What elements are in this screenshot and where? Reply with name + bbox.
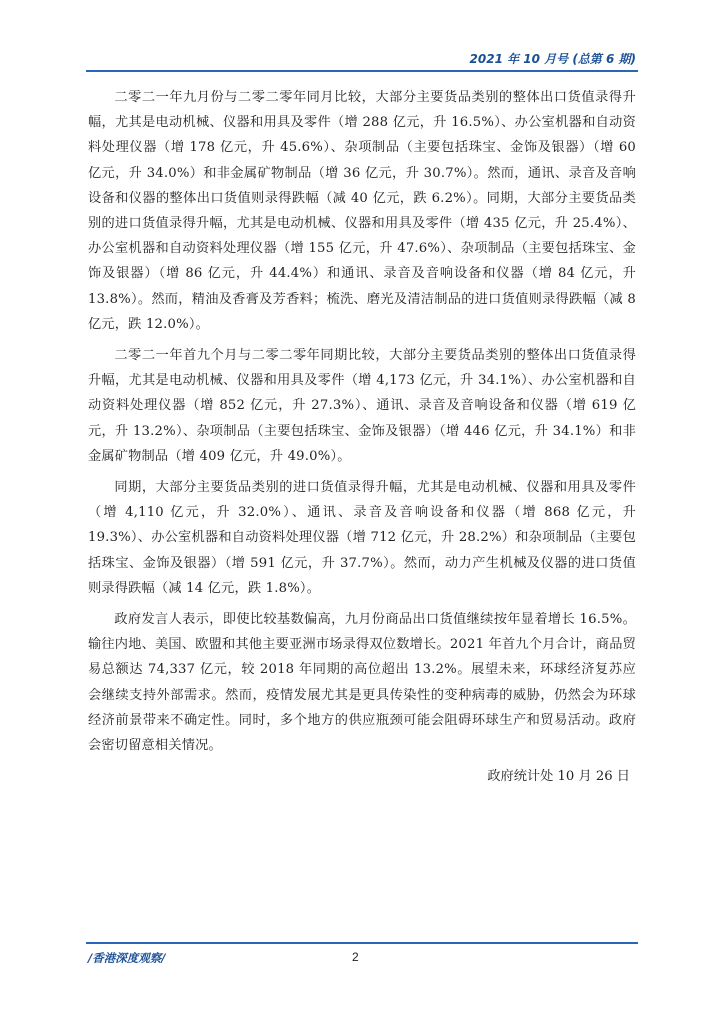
article-body (88, 85, 636, 789)
paragraph-nine-month-imports: 同期，大部分主要货品类别的进口货值录得升幅，尤其是电动机械、仪器和用具及零件（增 4,110 亿元，升 32.0%）、通讯、录音及音响设备和仪器（增 868 亿元，升 19.3%）、办公室机器和自动资料处理仪器（增 712 亿元，升 28.2%）和杂项制品（主要包括珠宝、金饰及银器）（增 591 亿元，升 37.7%）。然而，动力产生机械及仪器的进口货值则录得跌幅（减 14 亿元，跌 1.8%）。 (88, 480, 636, 596)
footer-divider (86, 942, 638, 944)
header-divider (86, 70, 638, 72)
paragraph-september-comparison: 二零二一年九月份与二零二零年同月比较，大部分主要货品类别的整体出口货值录得升幅，尤其是电动机械、仪器和用具及零件（增 288 亿元，升 16.5%）、办公室机器和自动资料处理仪器（增 178 亿元，升 45.6%）、杂项制品（主要包括珠宝、金饰及银器）（增 60 亿元，升 34.0%）和非金属矿物制品（增 36 亿元，升 30.7%）。然而，通讯、录音及音响设备和仪器的整体出口货值则录得跌幅（减 40 亿元，跌 6.2%）。同期，大部分主要货品类别的进口货值录得升幅，尤其是电动机械、仪器和用具及零件（增 435 亿元，升 25.4%）、办公室机器和自动资料处理仪器（增 155 亿元，升 47.6%）、杂项制品（主要包括珠宝、金饰及银器）（增 86 亿元，升 44.4%）和通讯、录音及音响设备和仪器（增 84 亿元，升 13.8%）。然而，精油及香膏及芳香料；梳洗、磨光及清洁制品的进口货值则录得跌幅（减 8 亿元，跌 12.0%）。 (88, 90, 636, 332)
signature-line: 政府统计处 10 月 26 日 (487, 769, 630, 785)
footer-brand: /香港深度观察/ (88, 951, 166, 965)
page-number: 2 (352, 950, 359, 964)
paragraph-nine-month-exports: 二零二一年首九个月与二零二零年同期比较，大部分主要货品类别的整体出口货值录得升幅，尤其是电动机械、仪器和用具及零件（增 4,173 亿元，升 34.1%）、办公室机器和自动资料处理仪器（增 852 亿元，升 27.3%）、通讯、录音及音响设备和仪器（增 619 亿元，升 13.2%）、杂项制品（主要包括珠宝、金饰及银器）（增 446 亿元，升 34.1%）和非金属矿物制品（增 409 亿元，升 49.0%）。 (88, 348, 636, 464)
paragraph-government-statement: 政府发言人表示，即使比较基数偏高，九月份商品出口货值继续按年显着增长 16.5%。输往内地、美国、欧盟和其他主要亚洲市场录得双位数增长。2021 年首九个月合计，商品贸易总额达 74,337 亿元，较 2018 年同期的高位超出 13.2%。展望未来，环球经济复苏应会继续支持外部需求。然而，疫情发展尤其是更具传染性的变种病毒的威胁，仍然会为环球经济前景带来不确定性。同时，多个地方的供应瓶颈可能会阻碍环球生产和贸易活动。政府会密切留意相关情况。 (88, 612, 636, 754)
issue-header: 2021 年 10 月号 (总第 6 期) (469, 52, 636, 66)
